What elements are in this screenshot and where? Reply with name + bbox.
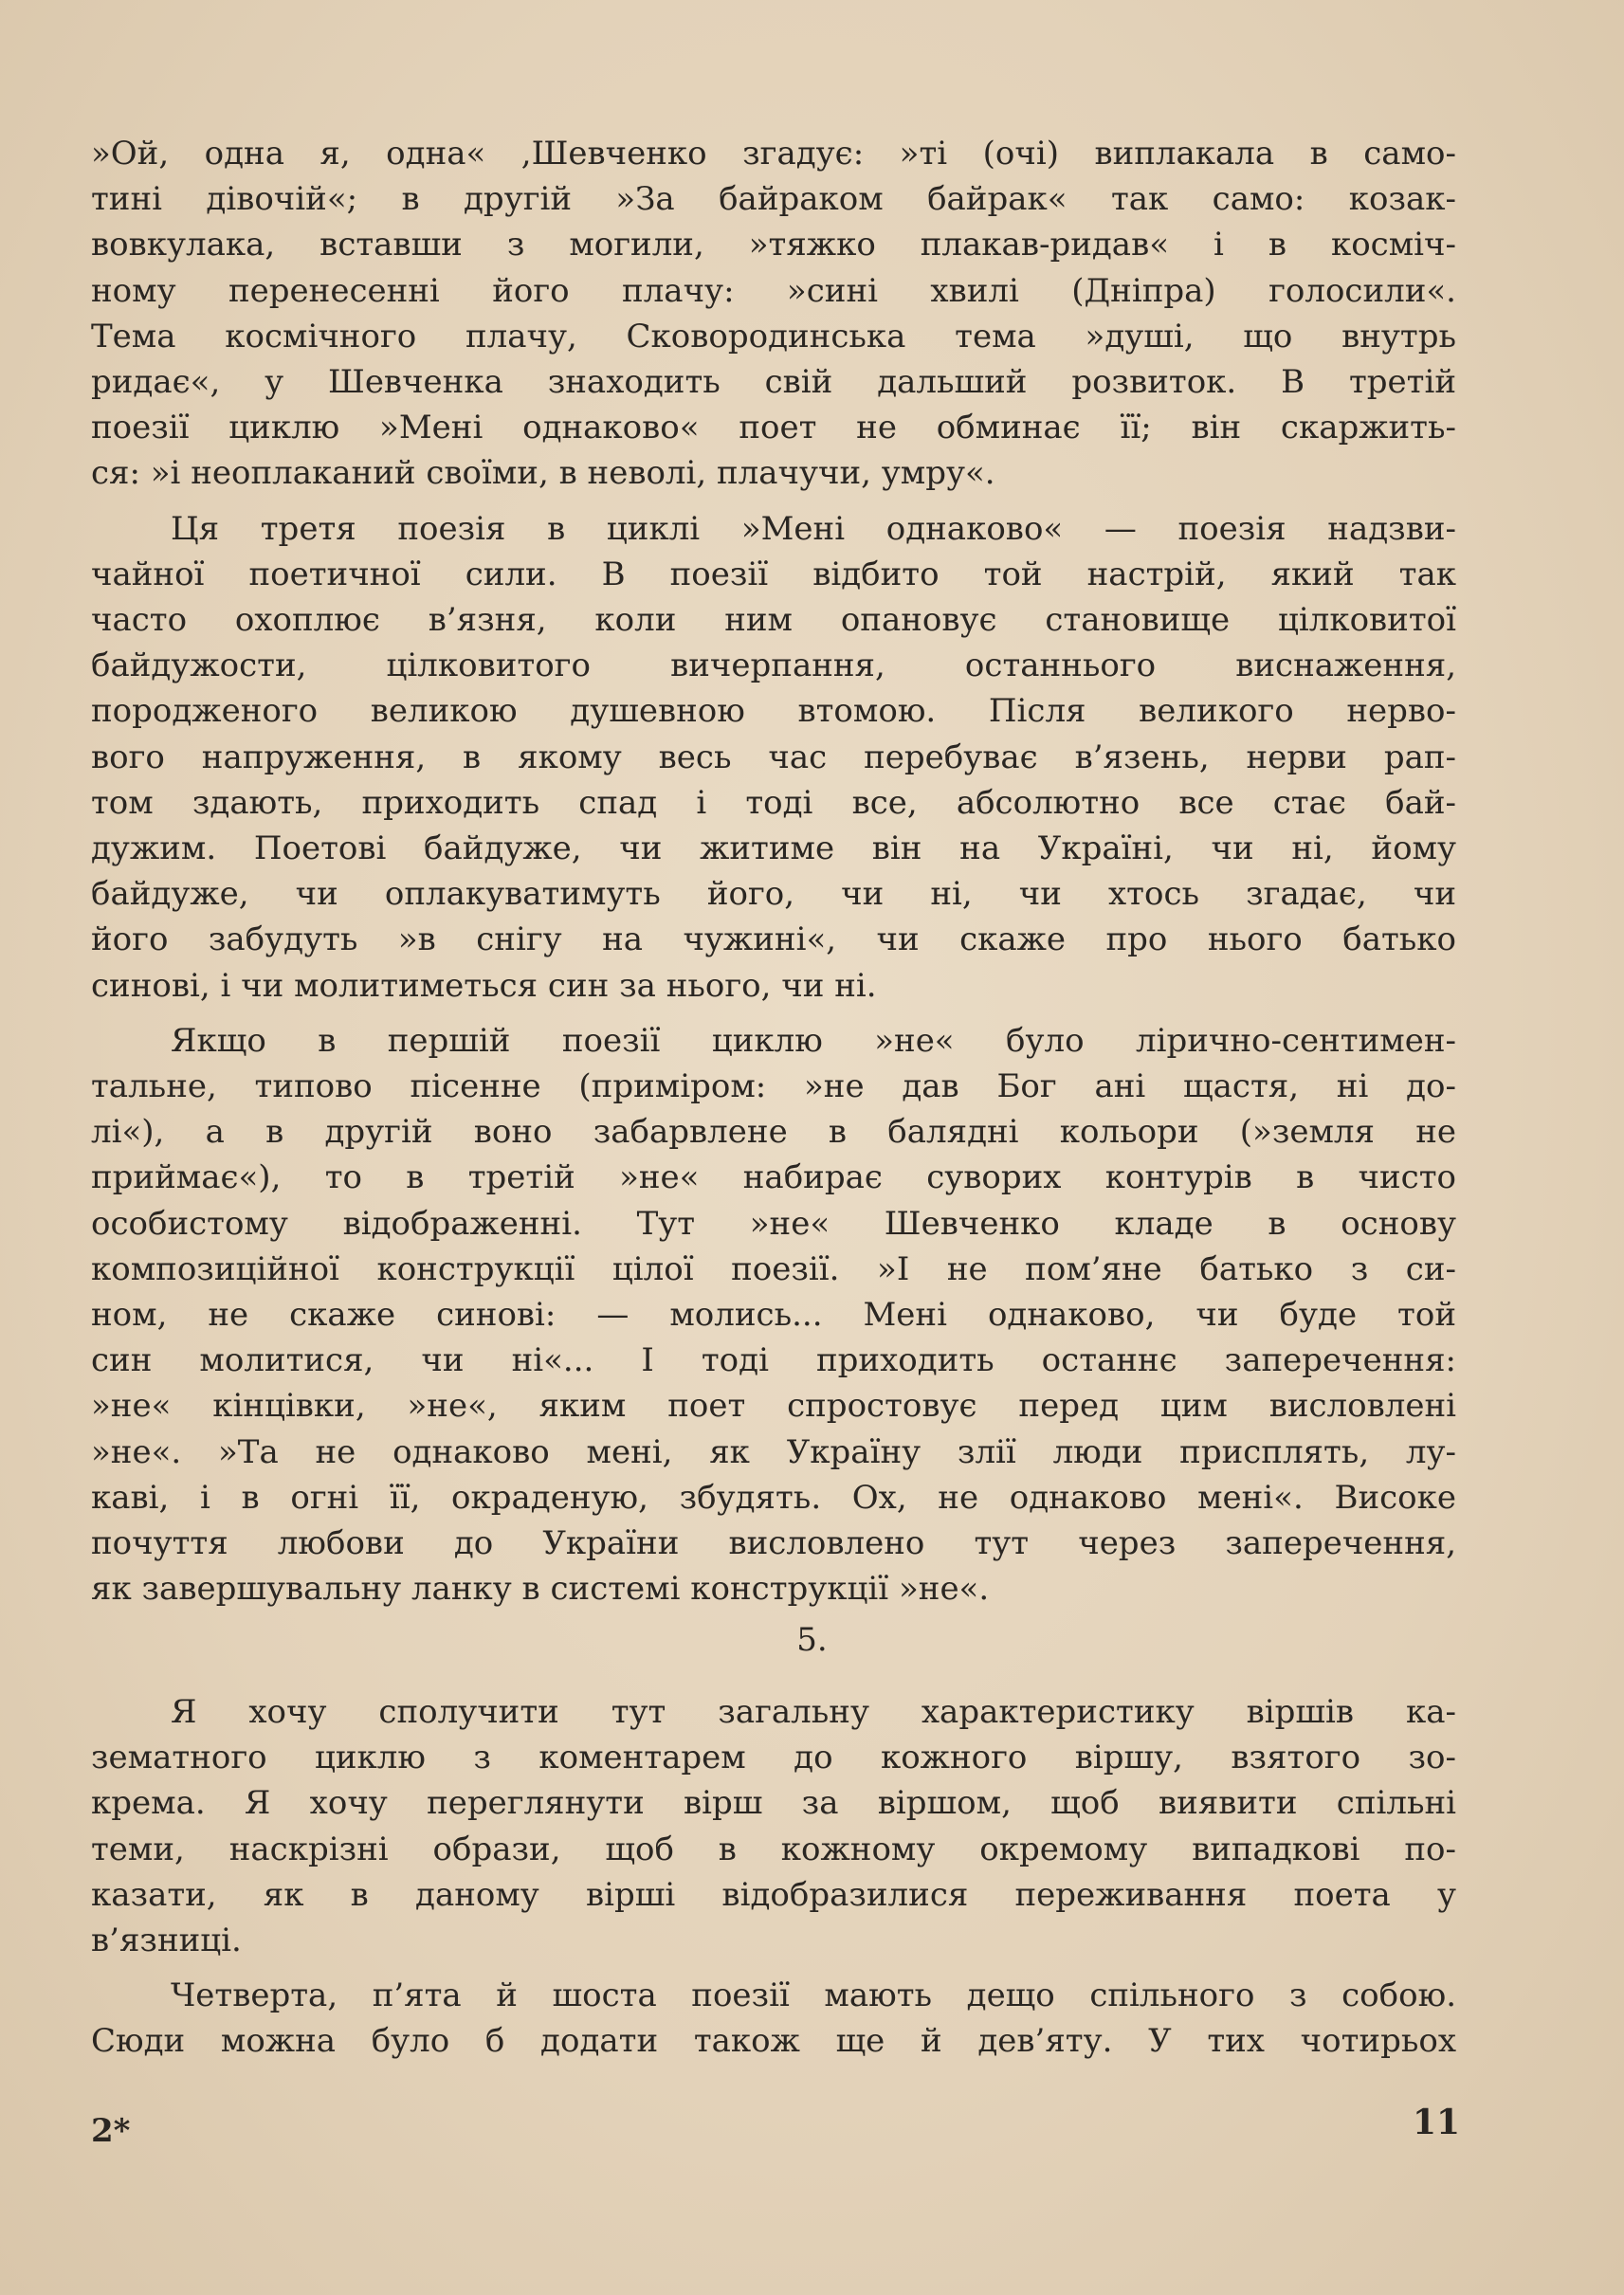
text-line: Четверта, п’ята й шоста поезії мають дещо спільного з собою. <box>171 1976 1456 2015</box>
text-line: зематного циклю з коментарем до кожного віршу, взятого зо- <box>91 1739 1456 1777</box>
text-line: ридає«, у Шевченка знаходить свій дальший розвиток. В третій <box>91 363 1456 402</box>
text-line: породженого великою душевною втомою. Після великого нерво- <box>91 692 1456 731</box>
text-line: ному перенесенні його плачу: »сині хвилі (Дніпра) голосили«. <box>91 271 1456 310</box>
text-line: син молитися, чи ні«... І тоді приходить останнє заперечення: <box>91 1341 1456 1380</box>
text-line: вовкулака, вставши з могили, »тяжко плакав-ридав« і в косміч- <box>91 226 1456 264</box>
paragraph-4 <box>91 1689 1456 1963</box>
text-line: Ця третя поезія в циклі »Мені однаково« — поезія надзви- <box>171 509 1456 548</box>
text-line: Якщо в першій поезії циклю »не« було лірично-сентимен- <box>171 1021 1456 1060</box>
text-line: теми, наскрізні образи, щоб в кожному окремому випадкові по- <box>91 1830 1456 1868</box>
text-line: Тема космічного плачу, Сковородинська тема »душі, що внутрь <box>91 317 1456 355</box>
text-line: ся: »і неоплаканий своїми, в неволі, плачучи, умру«. <box>91 454 995 493</box>
text-line: в’язниці. <box>91 1922 242 1960</box>
text-line: крема. Я хочу переглянути вірш за віршом, щоб виявити спільні <box>91 1784 1456 1823</box>
text-line: часто охоплює в’язня, коли ним опановує становище цілковитої <box>91 601 1456 640</box>
text-line: том здають, приходить спад і тоді все, абсолютно все стає бай- <box>91 783 1456 822</box>
text-line: його забудуть »в снігу на чужині«, чи скаже про нього батько <box>91 920 1456 959</box>
text-line: байдужости, цілковитого вичерпання, останнього виснаження, <box>91 647 1456 685</box>
text-line: лі«), а в другій воно забарвлене в балядні кольори (»земля не <box>91 1113 1456 1152</box>
signature-mark: 2* <box>91 2112 131 2150</box>
text-line: казати, як в даному вірші відобразилися переживання поета у <box>91 1875 1456 1914</box>
text-line: каві, і в огні її, окраденую, збудять. Ох, не однаково мені«. Високе <box>91 1478 1456 1517</box>
text-line: як завершувальну ланку в системі конструкції »не«. <box>91 1570 990 1609</box>
page-number: 11 <box>1413 2103 1461 2142</box>
text-line: почуття любови до України висловлено тут через заперечення, <box>91 1524 1456 1563</box>
text-line: »не«. »Та не однаково мені, як Україну злії люди присплять, лу- <box>91 1432 1456 1471</box>
text-line: Я хочу сполучити тут загальну характеристику віршів ка- <box>171 1693 1456 1731</box>
text-line: синові, і чи молитиметься син за нього, чи ні. <box>91 966 877 1005</box>
paragraph-5 <box>91 1973 1456 2064</box>
text-line: особистому відображенні. Тут »не« Шевченко кладе в основу <box>91 1204 1456 1243</box>
text-line: »Ой, одна я, одна« ,Шевченко згадує: »ті (очі) виплакала в само- <box>91 135 1456 173</box>
text-line: тальне, типово пісенне (приміром: »не дав Бог ані щастя, ні до- <box>91 1067 1456 1106</box>
text-line: вого напруження, в якому весь час перебуває в’язень, нерви рап- <box>91 738 1456 776</box>
text-line: тині дівочій«; в другій »За байраком байрак« так само: козак- <box>91 180 1456 219</box>
text-line: поезії циклю »Мені однаково« поет не обминає її; він скаржить- <box>91 409 1456 447</box>
text-line: дужим. Поетові байдуже, чи житиме він на Україні, чи ні, йому <box>91 829 1456 868</box>
text-line: приймає«), то в третій »не« набирає суворих контурів в чисто <box>91 1158 1456 1197</box>
text-line: чайної поетичної сили. В поезії відбито той настрій, який так <box>91 555 1456 593</box>
section-number: 5. <box>796 1621 828 1659</box>
text-line: Сюди можна було б додати також ще й дев’яту. У тих чотирьох <box>91 2022 1456 2061</box>
text-block-bottom <box>91 1689 1456 2074</box>
paragraph-3 <box>91 1018 1456 1612</box>
paragraph-2 <box>91 506 1456 1009</box>
text-line: ном, не скаже синові: — молись... Мені однаково, чи буде той <box>91 1296 1456 1335</box>
text-line: байдуже, чи оплакуватимуть його, чи ні, чи хтось згадає, чи <box>91 875 1456 914</box>
text-block-top <box>91 131 1456 1622</box>
paragraph-1 <box>91 131 1456 497</box>
text-line: композиційної конструкції цілої поезії. »І не пом’яне батько з си- <box>91 1249 1456 1288</box>
text-line: »не« кінцівки, »не«, яким поет спростовує перед цим висловлені <box>91 1387 1456 1426</box>
